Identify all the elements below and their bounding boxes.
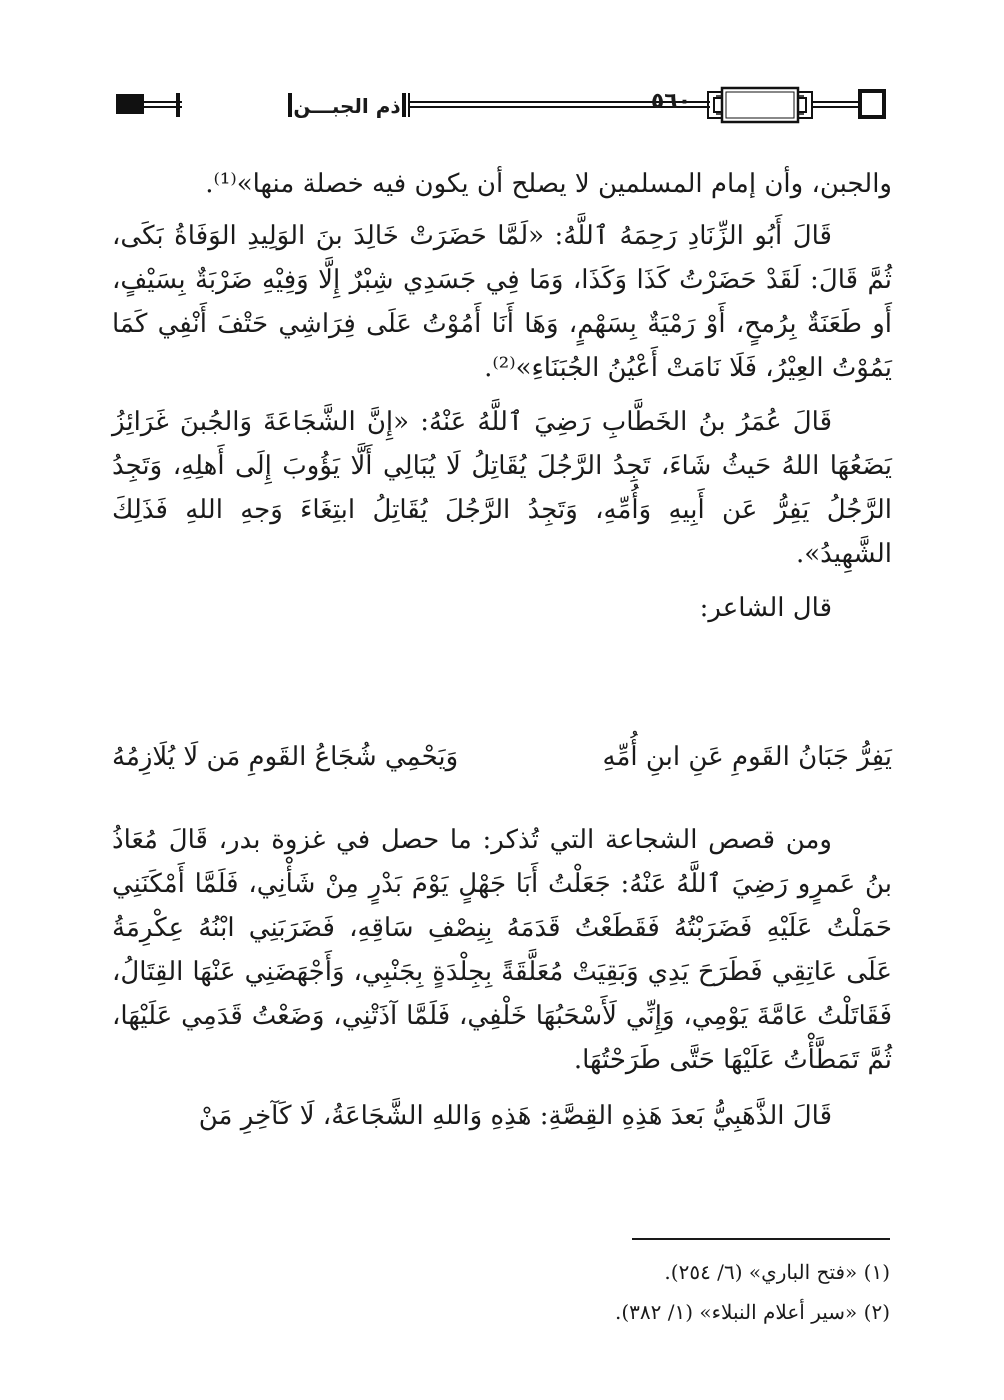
footnote-1: (١) «فتح الباري» (٦/ ٢٥٤). xyxy=(664,1260,890,1284)
footnote-2: (٢) «سير أعلام النبلاء» (١/ ٣٨٢). xyxy=(614,1300,890,1324)
paragraph-1: والجبن، وأن إمام المسلمين لا يصلح أن يكون فيه خصلة منها»⁽¹⁾. xyxy=(205,169,892,199)
page-number: ٥٦٠ xyxy=(650,89,692,114)
poem-hemistich-second: وَيَحْمِي شُجَاعُ القَومِ مَن لَا يُلَازِمُهُ xyxy=(112,742,459,772)
text-section-1 xyxy=(112,162,892,630)
paragraph-3: قَالَ عُمَرُ بنُ الخَطَّابِ رَضِيَ ٱللَّهُ عَنْهُ: «إِنَّ الشَّجَاعَةَ وَالجُبنَ غَرَائِزُ يَضَعُهَا اللهُ حَيثُ شَاءَ، تَجِدُ الرَّجُلَ يُقَاتِلُ لَا يُبَالِي أَلَّا يَؤُوبَ إِلَى أَهلِهِ، وَتَجِدُ الرَّجُلُ يَفِرُّ عَن أَبِيهِ وَأُمِّهِ، وَتَجِدُ الرَّجُلَ يُقَاتِلُ ابتِغَاءَ وَجهِ اللهِ فَذَلِكَ الشَّهِيدُ». xyxy=(112,407,892,569)
poem-hemistich-first: يَفِرُّ جَبَانُ القَومِ عَنِ ابنِ أُمِّهِ xyxy=(602,742,892,772)
header-ornament xyxy=(110,84,890,128)
text-section-2 xyxy=(112,818,892,1138)
footnote-separator xyxy=(632,1238,890,1240)
paragraph-2: قَالَ أَبُو الزِّنَادِ رَحِمَهُ ٱللَّهُ: «لَمَّا حَضَرَتْ خَالِدَ بنَ الوَلِيدِ الوَفَاةُ بَكَى، ثُمَّ قَالَ: لَقَدْ حَضَرْتُ كَذَا وَكَذَا، وَمَا فِي جَسَدِي شِبْرٌ إِلَّا وَفِيْهِ ضَرْبَةٌ بِسَيْفٍ، أَو طَعَنَةٌ بِرُمحٍ، أَوْ رَمْيَةٌ بِسَهْمٍ، وَهَا أَنَا أَمُوْتُ عَلَى فِرَاشِي حَتْفَ أَنْفِي كَمَا يَمُوْتُ العِيْرُ، فَلَا نَامَتْ أَعْيُنُ الجُبَنَاءِ»⁽²⁾. xyxy=(112,221,892,383)
paragraph-4: قال الشاعر: xyxy=(699,593,832,623)
book-title: ذم الجبـــن xyxy=(293,94,401,118)
footnotes xyxy=(112,1252,890,1332)
paragraph-5: ومن قصص الشجاعة التي تُذكر: ما حصل في غزوة بدر، قَالَ مُعَاذُ بنُ عَمرٍو رَضِيَ ٱللَّهُ عَنْهُ: جَعَلْتُ أَبَا جَهْلٍ يَوْمَ بَدْرٍ مِنْ شَأْنِي، فَلَمَّا أَمْكَنَنِي حَمَلْتُ عَلَيْهِ فَضَرَبْتُهُ فَقَطَعْتُ قَدَمَهُ بِنِصْفِ سَاقِهِ، فَضَرَبَنِي ابْنُهُ عِكْرِمَةُ عَلَى عَاتِقِي فَطَرَحَ يَدِي وَبَقِيَتْ مُعَلَّقَةً بِجِلْدَةٍ بِجَنْبِي، وَأَجْهَضَنِي عَنْهَا القِتَالُ، فَقَاتَلْتُ عَامَّةَ يَوْمِي، وَإِنِّي لَأَسْحَبُهَا خَلْفِي، فَلَمَّا آذَتْنِي، وَضَعْتُ قَدَمِي عَلَيْهَا، ثُمَّ تَمَطَّأْتُ عَلَيْهَا حَتَّى طَرَحْتُهَا. xyxy=(112,825,892,1075)
poem-verse xyxy=(112,742,892,792)
running-header xyxy=(110,84,890,128)
paragraph-6: قَالَ الذَّهَبِيُّ بَعدَ هَذِهِ القِصَّةِ: هَذِهِ وَاللهِ الشَّجَاعَةُ، لَا كَآخِرِ مَنْ xyxy=(198,1101,832,1131)
